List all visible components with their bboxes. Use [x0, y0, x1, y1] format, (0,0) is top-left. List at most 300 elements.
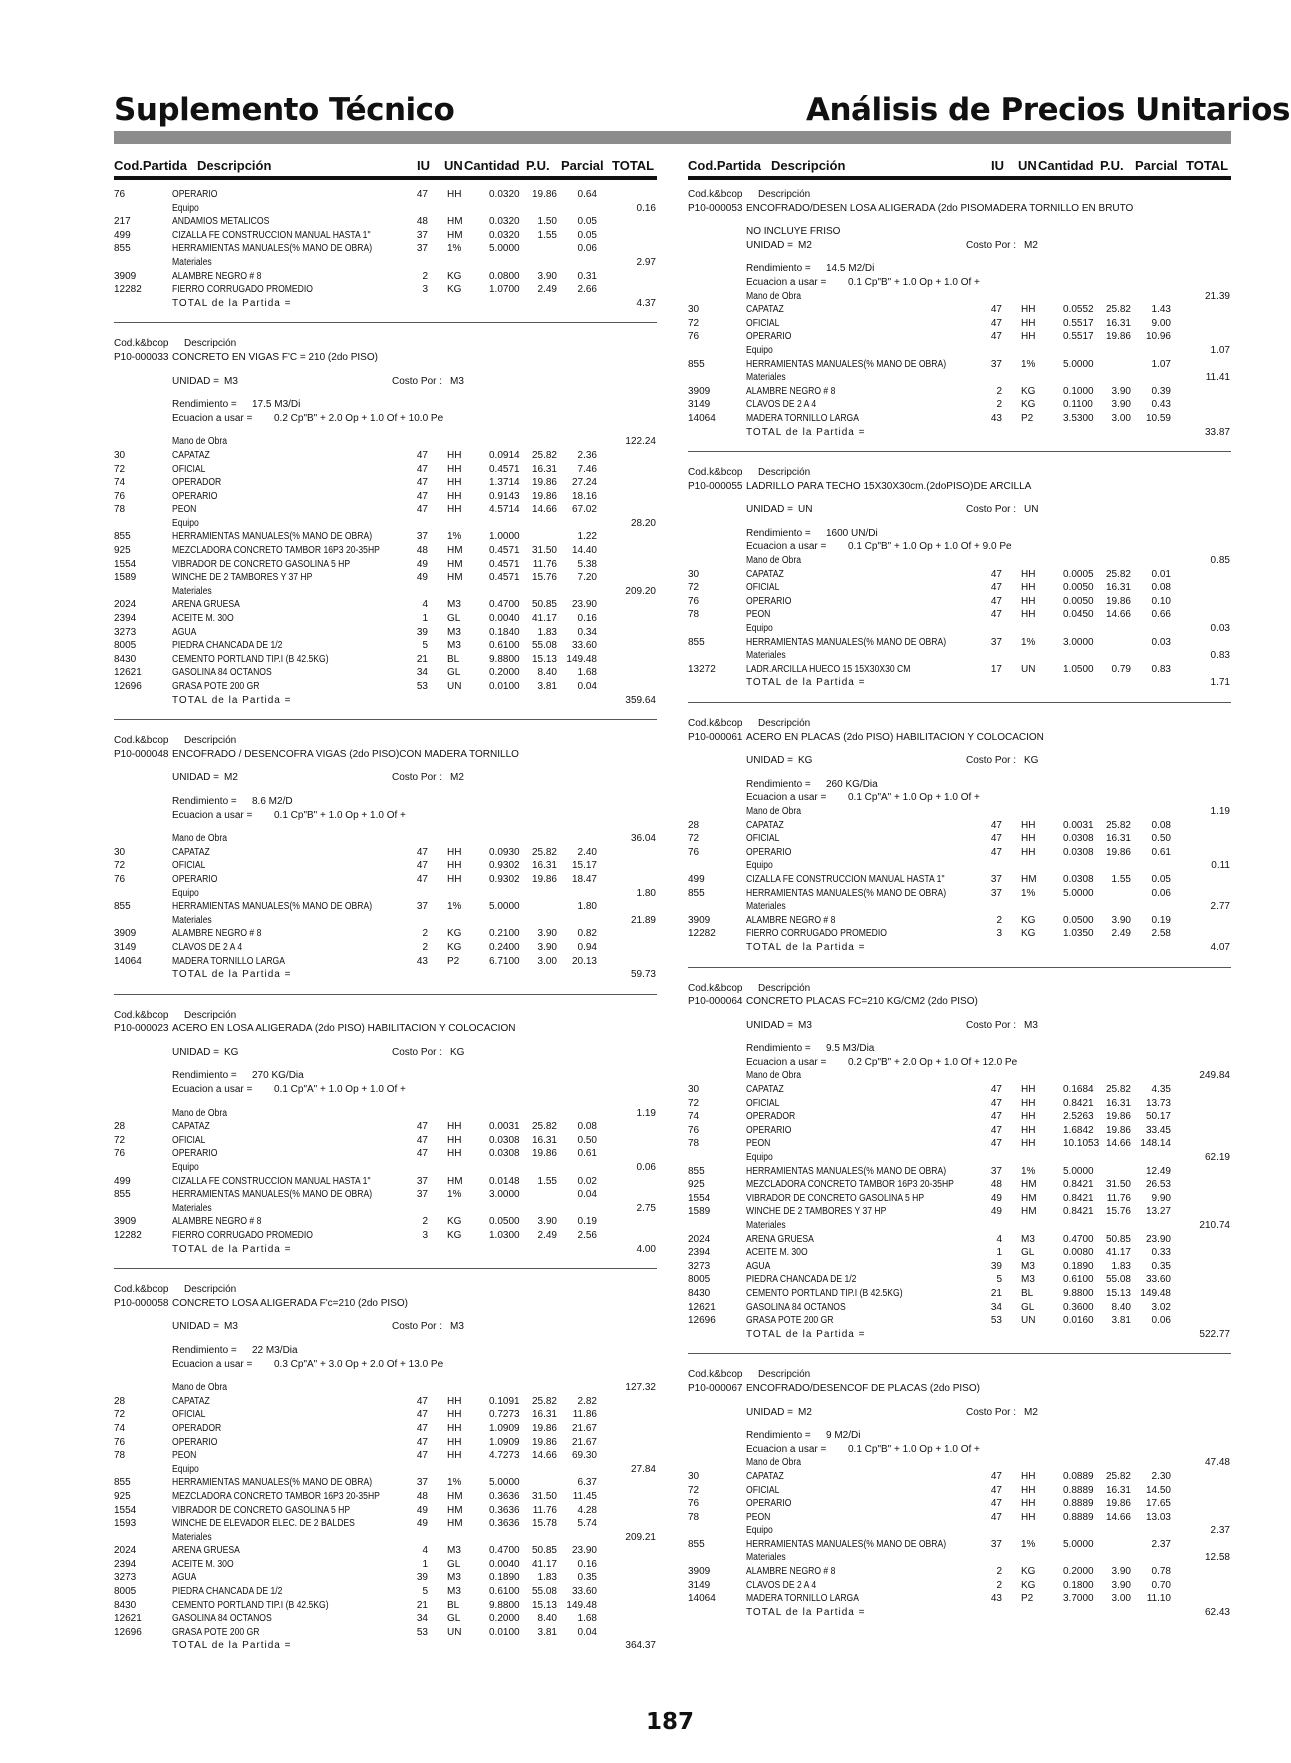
- partida-code: P10-000067: [688, 1382, 743, 1394]
- unidad-label: UNIDAD =: [172, 375, 219, 387]
- item-pu: 3.90: [1111, 914, 1131, 926]
- item-un: 1%: [447, 243, 462, 255]
- item-un: M3: [1021, 1233, 1035, 1245]
- item-iu: 47: [416, 1134, 428, 1146]
- item-row: [688, 805, 1231, 819]
- item-total: 0.06: [636, 1162, 656, 1174]
- item-pu: 25.82: [1105, 304, 1131, 316]
- item-row: [114, 832, 657, 846]
- rend-label: Rendimiento =: [746, 263, 811, 275]
- item-row: [688, 832, 1231, 846]
- item-row: [688, 1069, 1231, 1083]
- item-un: HH: [447, 1148, 462, 1160]
- unidad-label: UNIDAD =: [746, 504, 793, 516]
- item-code: 30: [114, 449, 126, 461]
- item-code: 1593: [114, 1518, 137, 1530]
- unidad-label: UNIDAD =: [746, 1406, 793, 1418]
- item-un: HM: [447, 1175, 463, 1187]
- item-desc: ACEITE M. 30O: [172, 1558, 234, 1570]
- item-row: [114, 1504, 657, 1518]
- spacer: [688, 215, 1231, 225]
- item-pu: 3.81: [537, 681, 557, 692]
- item-parcial: 0.35: [577, 1572, 597, 1584]
- item-desc: CEMENTO PORTLAND TIP.I (B 42.5KG): [172, 653, 329, 665]
- item-iu: 37: [416, 1175, 428, 1187]
- item-un: UN: [1021, 663, 1036, 675]
- item-pu: 19.86: [1105, 1124, 1131, 1136]
- item-iu: 2: [422, 941, 428, 953]
- item-row: [114, 639, 657, 653]
- partida-block: [688, 967, 1231, 1342]
- item-row: [114, 1626, 657, 1640]
- item-un: 1%: [1021, 1165, 1036, 1177]
- item-code: 855: [688, 887, 705, 899]
- item-parcial: 0.78: [1151, 1566, 1171, 1578]
- item-cantidad: 3.7000: [1063, 1593, 1094, 1605]
- ecuacion-row: [114, 809, 657, 823]
- item-desc: OPERARIO: [746, 846, 792, 858]
- item-row: [114, 1147, 657, 1161]
- item-cantidad: 0.3636: [489, 1504, 520, 1516]
- ecuacion-label: Ecuacion a usar =: [746, 1056, 827, 1068]
- item-parcial: 2.40: [577, 846, 597, 858]
- item-cantidad: 0.0500: [489, 1216, 520, 1228]
- item-code: 72: [688, 582, 700, 594]
- item-desc: Equipo: [746, 1152, 773, 1164]
- col-header-total: TOTAL: [1186, 158, 1229, 173]
- item-un: HH: [1021, 317, 1036, 329]
- item-un: HH: [447, 449, 462, 461]
- item-code: 76: [688, 331, 700, 343]
- item-desc: OPERARIO: [172, 189, 218, 200]
- unidad-row: [688, 1406, 1231, 1420]
- item-row: [688, 344, 1231, 358]
- partida-block: [688, 702, 1231, 955]
- item-desc: CLAVOS DE 2 A 4: [746, 399, 817, 411]
- item-cantidad: 3.0000: [489, 1189, 520, 1201]
- item-row: [114, 887, 657, 901]
- item-iu: 2: [996, 1566, 1002, 1578]
- item-desc: OPERARIO: [172, 1436, 218, 1448]
- item-row: [114, 571, 657, 585]
- item-desc: OPERARIO: [172, 1148, 218, 1160]
- partida-block: [114, 994, 657, 1257]
- item-iu: 21: [990, 1287, 1002, 1299]
- item-un: P2: [447, 955, 460, 967]
- item-code: 12621: [114, 667, 142, 679]
- item-iu: 47: [416, 189, 428, 200]
- item-desc: OPERARIO: [746, 1498, 792, 1510]
- item-code: 14064: [688, 1593, 716, 1605]
- item-cantidad: 0.4571: [489, 558, 520, 570]
- item-parcial: 15.17: [571, 860, 597, 872]
- item-total: 122.24: [625, 436, 656, 448]
- item-desc: Equipo: [746, 860, 773, 872]
- item-row: [688, 1178, 1231, 1192]
- col-header-desc: Descripción: [197, 158, 272, 173]
- item-parcial: 0.03: [1151, 636, 1171, 648]
- item-code: 72: [114, 1134, 126, 1146]
- item-parcial: 21.67: [571, 1436, 597, 1448]
- item-desc: CAPATAZ: [746, 304, 784, 316]
- item-row: [114, 435, 657, 449]
- item-un: HM: [1021, 1206, 1037, 1218]
- spacer: [114, 761, 657, 771]
- item-iu: 37: [416, 901, 428, 913]
- item-un: HM: [447, 229, 463, 241]
- item-un: HH: [1021, 568, 1036, 580]
- item-un: HH: [1021, 1111, 1036, 1123]
- item-iu: 47: [416, 504, 428, 516]
- item-parcial: 5.38: [577, 558, 597, 570]
- item-un: KG: [1021, 385, 1036, 397]
- item-code: 12621: [688, 1301, 716, 1313]
- item-parcial: 14.40: [571, 545, 597, 557]
- item-total: 4.00: [636, 1243, 656, 1255]
- item-parcial: 0.61: [1151, 846, 1171, 858]
- item-row: [114, 653, 657, 667]
- item-cantidad: 1.0350: [1063, 928, 1094, 940]
- item-cantidad: 0.3600: [1063, 1301, 1094, 1313]
- item-un: HH: [1021, 1084, 1036, 1096]
- item-row: [688, 608, 1231, 622]
- item-pu: 16.31: [1105, 1484, 1131, 1496]
- unidad-label: UNIDAD =: [172, 1046, 219, 1058]
- rend-value: 9 M2/Di: [826, 1430, 861, 1442]
- item-parcial: 0.34: [577, 626, 597, 638]
- item-un: 1%: [447, 1477, 462, 1489]
- column-header: [114, 158, 657, 180]
- item-cantidad: 0.0450: [1063, 609, 1094, 621]
- item-code: 855: [114, 1477, 131, 1489]
- item-cantidad: 0.1000: [1063, 385, 1094, 397]
- item-desc: AGUA: [172, 626, 197, 638]
- item-desc: OPERARIO: [172, 490, 218, 502]
- item-cantidad: 4.7273: [489, 1450, 520, 1462]
- item-iu: 47: [416, 477, 428, 489]
- item-parcial: 6.37: [577, 1477, 597, 1489]
- item-pu: 41.17: [531, 1558, 557, 1570]
- item-pu: 19.86: [531, 477, 557, 489]
- ecuacion-row: [114, 412, 657, 426]
- item-iu: 47: [416, 846, 428, 858]
- partida-title: CONCRETO EN VIGAS F'C = 210 (2do PISO): [172, 351, 378, 363]
- ecuacion-value: 0.1 Cp"B" + 1.0 Op + 1.0 Of +: [848, 1443, 980, 1455]
- item-row: [114, 463, 657, 477]
- item-un: KG: [1021, 914, 1036, 926]
- item-parcial: 0.16: [577, 613, 597, 625]
- costo-label: Costo Por :: [966, 1406, 1017, 1418]
- spacer: [114, 1097, 657, 1107]
- item-pu: 19.86: [531, 490, 557, 502]
- unidad-label: UNIDAD =: [746, 239, 793, 251]
- unidad-row: [688, 503, 1231, 517]
- item-code: 3909: [114, 928, 137, 940]
- item-cantidad: 5.0000: [1063, 1165, 1094, 1177]
- item-row: [114, 1517, 657, 1531]
- item-cantidad: 0.4571: [489, 545, 520, 557]
- item-desc: OFICIAL: [746, 582, 780, 594]
- item-un: KG: [1021, 928, 1036, 940]
- rend-row: [688, 527, 1231, 541]
- partida-block: [688, 188, 1231, 439]
- item-desc: PEON: [746, 609, 771, 621]
- item-parcial: 0.05: [577, 216, 597, 228]
- item-iu: 47: [990, 1138, 1002, 1150]
- item-parcial: 0.94: [577, 941, 597, 953]
- item-un: P2: [1021, 1593, 1034, 1605]
- item-un: HM: [1021, 873, 1037, 885]
- item-parcial: 7.20: [577, 572, 597, 584]
- item-parcial: 0.43: [1151, 399, 1171, 411]
- item-cantidad: 0.0100: [489, 681, 520, 692]
- item-un: UN: [1021, 1315, 1036, 1327]
- item-row: [688, 595, 1231, 609]
- item-cantidad: 0.0308: [1063, 846, 1094, 858]
- item-desc: AGUA: [746, 1260, 771, 1272]
- item-pu: 3.00: [1111, 1593, 1131, 1605]
- item-code: 13272: [688, 663, 716, 675]
- item-un: HH: [447, 463, 462, 475]
- item-total: 28.20: [630, 517, 656, 529]
- spacer: [114, 1371, 657, 1381]
- spacer: [688, 1419, 1231, 1429]
- ecuacion-label: Ecuacion a usar =: [172, 1084, 253, 1096]
- col-header-parcial: Parcial: [561, 158, 604, 173]
- ecuacion-row: [688, 791, 1231, 805]
- item-row: [114, 1215, 657, 1229]
- item-row: [688, 1246, 1231, 1260]
- partida-block: [688, 451, 1231, 690]
- item-code: 76: [688, 595, 700, 607]
- col-header-iu: IU: [417, 158, 430, 173]
- item-cantidad: 1.3714: [489, 477, 520, 489]
- item-row: [114, 846, 657, 860]
- col-header-un: UN: [1018, 158, 1037, 173]
- item-desc: HERRAMIENTAS MANUALES(% MANO DE OBRA): [746, 1165, 947, 1177]
- item-total: 11.41: [1205, 372, 1230, 384]
- ecuacion-value: 0.1 Cp"B" + 1.0 Op + 1.0 Of +: [848, 276, 980, 288]
- unidad-label: UNIDAD =: [172, 772, 219, 784]
- item-un: HH: [1021, 846, 1036, 858]
- item-un: BL: [1021, 1287, 1034, 1299]
- item-parcial: 2.37: [1151, 1538, 1171, 1550]
- item-code: 8005: [114, 640, 137, 652]
- ecuacion-row: [688, 1056, 1231, 1070]
- item-desc: WINCHE DE 2 TAMBORES Y 37 HP: [746, 1206, 887, 1218]
- item-desc: PEON: [746, 1511, 771, 1523]
- costo-label: Costo Por :: [392, 375, 443, 387]
- item-desc: HERRAMIENTAS MANUALES(% MANO DE OBRA): [172, 243, 373, 255]
- item-pu: 3.90: [537, 941, 557, 953]
- partida-title-row: [688, 202, 1231, 216]
- item-desc: ARENA GRUESA: [746, 1233, 814, 1245]
- rend-label: Rendimiento =: [172, 399, 237, 411]
- item-cantidad: 0.9302: [489, 873, 520, 885]
- costo-label: Costo Por :: [392, 772, 443, 784]
- item-parcial: 0.06: [1151, 887, 1171, 899]
- partida-title: LADRILLO PARA TECHO 15X30X30cm.(2doPISO)DE ARCILLA: [746, 480, 1032, 492]
- ecuacion-label: Ecuacion a usar =: [746, 1443, 827, 1455]
- item-cantidad: 6.7100: [489, 955, 520, 967]
- item-iu: 2: [996, 399, 1002, 411]
- item-code: 499: [114, 1175, 131, 1187]
- item-parcial: 2.30: [1151, 1470, 1171, 1482]
- item-total: 21.39: [1204, 290, 1230, 302]
- unidad-row: [688, 1019, 1231, 1033]
- item-desc: CAPATAZ: [746, 1470, 784, 1482]
- item-code: 72: [114, 860, 126, 872]
- item-desc: GRASA POTE 200 GR: [172, 681, 260, 692]
- item-cantidad: 0.9143: [489, 490, 520, 502]
- item-iu: 47: [990, 331, 1002, 343]
- item-total: 249.84: [1199, 1070, 1230, 1082]
- item-code: 72: [688, 1097, 700, 1109]
- item-iu: 1: [422, 613, 428, 625]
- total-row: [114, 968, 657, 982]
- item-desc: Materiales: [746, 1220, 786, 1231]
- item-un: KG: [1021, 1566, 1036, 1578]
- rend-value: 9.5 M3/Dia: [826, 1043, 875, 1055]
- item-row: [688, 1287, 1231, 1301]
- item-row: [688, 859, 1231, 873]
- item-desc: ARENA GRUESA: [172, 1545, 240, 1557]
- item-row: [114, 449, 657, 463]
- item-pu: 1.50: [537, 216, 557, 228]
- item-iu: 5: [996, 1274, 1002, 1286]
- item-iu: 47: [416, 1409, 428, 1421]
- item-code: 72: [688, 317, 700, 329]
- item-cantidad: 0.0031: [489, 1121, 520, 1133]
- item-row: [688, 1233, 1231, 1247]
- item-total: 59.73: [630, 969, 656, 981]
- item-desc: Equipo: [172, 517, 199, 529]
- item-pu: 19.86: [531, 873, 557, 885]
- item-parcial: 2.66: [577, 284, 597, 296]
- item-code: 74: [688, 1111, 700, 1123]
- item-row: [114, 202, 657, 216]
- item-pu: 3.00: [1111, 412, 1131, 424]
- item-iu: 47: [416, 1422, 428, 1434]
- item-un: M3: [447, 1545, 461, 1557]
- item-iu: 47: [416, 490, 428, 502]
- costo-label: Costo Por :: [392, 1321, 443, 1333]
- item-pu: 16.31: [1105, 582, 1131, 594]
- item-un: BL: [447, 653, 460, 665]
- item-parcial: 149.48: [566, 653, 597, 665]
- item-iu: 47: [990, 317, 1002, 329]
- item-code: 2024: [688, 1233, 711, 1245]
- item-pu: 3.90: [537, 270, 557, 282]
- item-total: 27.84: [630, 1463, 656, 1475]
- item-pu: 14.66: [1105, 1138, 1131, 1150]
- item-row: [688, 1192, 1231, 1206]
- item-cantidad: 9.8800: [489, 1599, 520, 1611]
- item-un: HM: [447, 1518, 463, 1530]
- item-row: [688, 1083, 1231, 1097]
- item-row: [114, 1134, 657, 1148]
- unidad-label: UNIDAD =: [746, 755, 793, 767]
- desc-label: Descripción: [184, 1284, 237, 1296]
- unidad-value: M3: [224, 1321, 238, 1333]
- item-iu: 37: [990, 636, 1002, 648]
- ecuacion-value: 0.1 Cp"A" + 1.0 Op + 1.0 Of +: [848, 792, 980, 804]
- item-code: 28: [114, 1121, 126, 1133]
- item-code: 14064: [114, 955, 142, 967]
- item-code: 8430: [688, 1287, 711, 1299]
- item-code: 72: [114, 463, 126, 475]
- spacer: [114, 1036, 657, 1046]
- item-iu: 47: [416, 1395, 428, 1407]
- costo-value: M3: [450, 1321, 464, 1333]
- item-code: 855: [114, 243, 131, 255]
- item-desc: OPERADOR: [746, 1111, 796, 1123]
- item-code: 855: [688, 358, 705, 370]
- item-parcial: 10.59: [1145, 412, 1171, 424]
- item-cantidad: 0.0500: [1063, 914, 1094, 926]
- item-desc: Equipo: [746, 344, 773, 356]
- item-pu: 31.50: [1105, 1179, 1131, 1191]
- item-desc: GASOLINA 84 OCTANOS: [746, 1301, 846, 1313]
- item-iu: 47: [416, 860, 428, 872]
- partida-code: P10-000061: [688, 731, 743, 743]
- item-cantidad: 0.6100: [489, 1586, 520, 1598]
- item-code: 855: [688, 1165, 705, 1177]
- item-total: 36.04: [630, 833, 656, 845]
- item-parcial: 1.43: [1151, 304, 1171, 316]
- item-row: [114, 1381, 657, 1395]
- item-row: [114, 283, 657, 297]
- rend-value: 8.6 M2/D: [252, 795, 293, 807]
- item-iu: 4: [996, 1233, 1002, 1245]
- item-parcial: 0.16: [577, 1558, 597, 1570]
- item-code: 3273: [114, 1572, 137, 1584]
- item-pu: 11.76: [1106, 1192, 1131, 1204]
- total-row: [114, 297, 657, 311]
- item-parcial: 0.04: [577, 1626, 597, 1638]
- item-cantidad: 1.0000: [489, 531, 520, 543]
- costo-value: M2: [450, 772, 464, 784]
- item-iu: 39: [416, 626, 428, 638]
- item-cantidad: 0.1890: [489, 1572, 520, 1584]
- item-desc: OFICIAL: [746, 1097, 780, 1109]
- desc-label: Descripción: [758, 189, 811, 200]
- partida-block: [114, 188, 657, 310]
- item-cantidad: 0.0800: [489, 270, 520, 282]
- partida-title: ENCOFRADO/DESENCOF DE PLACAS (2do PISO): [746, 1382, 980, 1394]
- item-row: [114, 585, 657, 599]
- item-pu: 55.08: [531, 640, 557, 652]
- item-un: M3: [1021, 1260, 1035, 1272]
- item-desc: Materiales: [172, 585, 212, 597]
- item-un: HH: [447, 1395, 462, 1407]
- item-code: 78: [114, 504, 126, 516]
- item-code: 78: [688, 1511, 700, 1523]
- item-cantidad: 0.0160: [1063, 1315, 1094, 1327]
- item-row: [114, 914, 657, 928]
- item-pu: 15.13: [531, 653, 557, 665]
- item-pu: 55.08: [1105, 1274, 1131, 1286]
- item-pu: 1.55: [537, 1175, 557, 1187]
- item-iu: 39: [990, 1260, 1002, 1272]
- item-code: 72: [114, 1409, 126, 1421]
- item-row: [114, 256, 657, 270]
- item-row: [114, 1599, 657, 1613]
- item-row: [114, 941, 657, 955]
- item-parcial: 0.66: [1151, 609, 1171, 621]
- item-iu: 43: [416, 955, 428, 967]
- item-iu: 17: [990, 663, 1002, 675]
